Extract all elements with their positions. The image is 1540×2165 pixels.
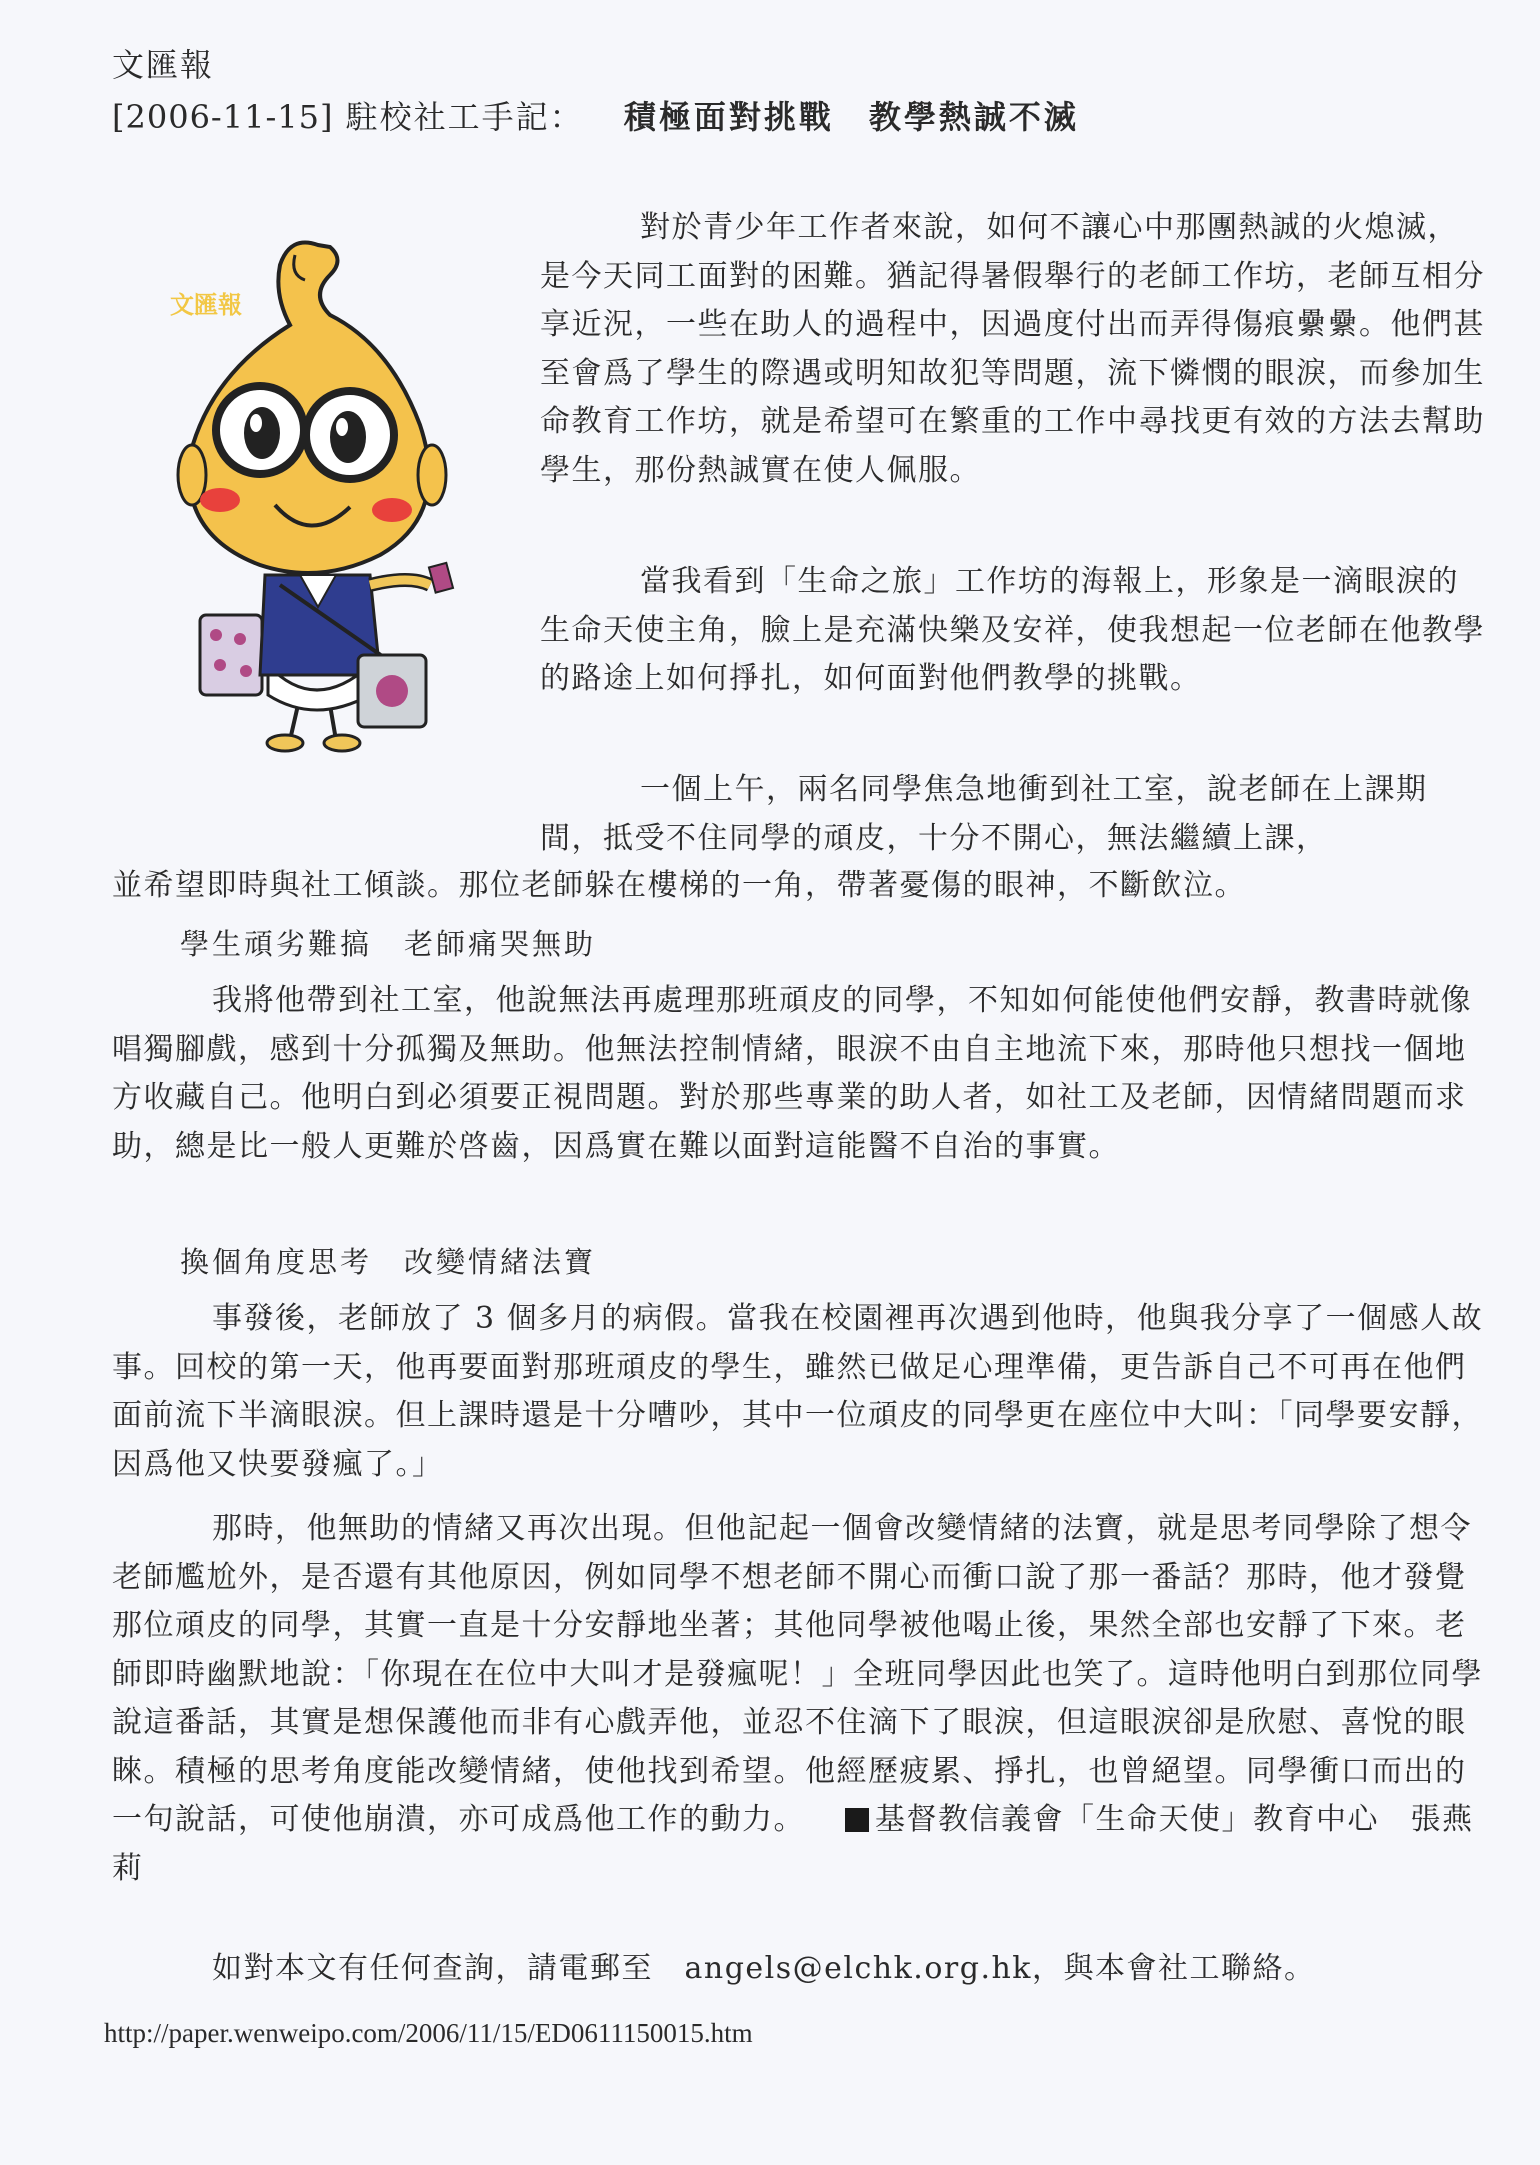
- article-date: [2006-11-15]: [112, 98, 334, 136]
- teardrop-mascot-icon: [170, 235, 540, 755]
- column-name: 駐校社工手記：: [345, 98, 584, 136]
- article-headline: [112, 92, 1079, 138]
- paragraph-6-text: 那時，他無助的情緒又再次出現。但他記起一個會改變情緒的法寶，就是思考同學除了想令老師尷尬外，是否還有其他原因，例如同學不想老師不開心而衝口說了那一番話？那時，他才發覺那位頑皮的同學，其實一直是十分安靜地坐著；其他同學被他喝止後，果然全部也安靜了下來。老師即時幽默地說：「你現在在位中大叫才是發瘋呢！」全班同學因此也笑了。這時他明白到那位同學說這番話，其實是想保護他而非有心戲弄他，並忍不住滴下了眼淚，但這眼淚卻是欣慰、喜悅的眼睞。積極的思考角度能改變情緒，使他找到希望。他經歷疲累、掙扎，也曾絕望。同學衝口而出的一句說話，可使他崩潰，亦可成爲他工作的動力。: [112, 1511, 1483, 1837]
- subheading-2: 換個角度思考 改變情緒法寶: [180, 1245, 597, 1279]
- author-signature: 基督教信義會「生命天使」教育中心 張燕莉: [112, 1802, 1474, 1886]
- paragraph-1: 對於青少年工作者來說，如何不讓心中那團熱誠的火熄滅，是今天同工面對的困難。猶記得暑假舉行的老師工作坊，老師互相分享近況，一些在助人的過程中，因過度付出而弄得傷痕纍纍。他們甚至會爲了學生的際遇或明知故犯等問題，流下憐憫的眼淚，而參加生命教育工作坊，就是希望可在繁重的工作中尋找更有效的方法去幫助學生，那份熱誠實在使人佩服。: [540, 210, 1485, 488]
- paragraph-2: 當我看到「生命之旅」工作坊的海報上，形象是一滴眼淚的生命天使主角，臉上是充滿快樂及安祥，使我想起一位老師在他教學的路途上如何掙扎，如何面對他們教學的挑戰。: [540, 564, 1485, 696]
- newspaper-name: 文匯報: [112, 46, 215, 84]
- paragraph-3-start: 一個上午，兩名同學焦急地衝到社工室，說老師在上課期間，抵受不住同學的頑皮，十分不開心，無法繼續上課，: [540, 772, 1428, 856]
- black-square-icon: [845, 1808, 869, 1832]
- source-url[interactable]: http://paper.wenweipo.com/2006/11/15/ED0611150015.htm: [104, 2018, 753, 2048]
- paragraph-3-end: 並希望即時與社工傾談。那位老師躲在樓梯的一角，帶著憂傷的眼神，不斷飲泣。: [112, 868, 1246, 903]
- mascot-logo-text: 文匯報: [170, 291, 242, 319]
- paragraph-6: [112, 1505, 1492, 1893]
- subheading-1: 學生頑劣難搞 老師痛哭無助: [180, 927, 597, 961]
- article-title: 積極面對挑戰 教學熱誠不滅: [623, 98, 1079, 136]
- paragraph-5: 事發後，老師放了 3 個多月的病假。當我在校園裡再次遇到他時，他與我分享了一個感人故事。回校的第一天，他再要面對那班頑皮的學生，雖然已做足心理準備，更告訴自己不可再在他們面前流下半滴眼淚。但上課時還是十分嘈吵，其中一位頑皮的同學更在座位中大叫：「同學要安靜，因爲他又快要發瘋了。」: [112, 1301, 1484, 1482]
- contact-paragraph: 如對本文有任何查詢，請電郵至 angels@elchk.org.hk，與本會社工聯絡。: [212, 1951, 1316, 1986]
- paragraph-4: 我將他帶到社工室，他說無法再處理那班頑皮的同學，不知如何能使他們安靜，教書時就像唱獨腳戲，感到十分孤獨及無助。他無法控制情緒，眼淚不由自主地流下來，那時他只想找一個地方收藏自己。他明白到必須要正視問題。對於那些專業的助人者，如社工及老師，因情緒問題而求助，總是比一般人更難於啓齒，因爲實在難以面對這能醫不自治的事實。: [112, 983, 1472, 1164]
